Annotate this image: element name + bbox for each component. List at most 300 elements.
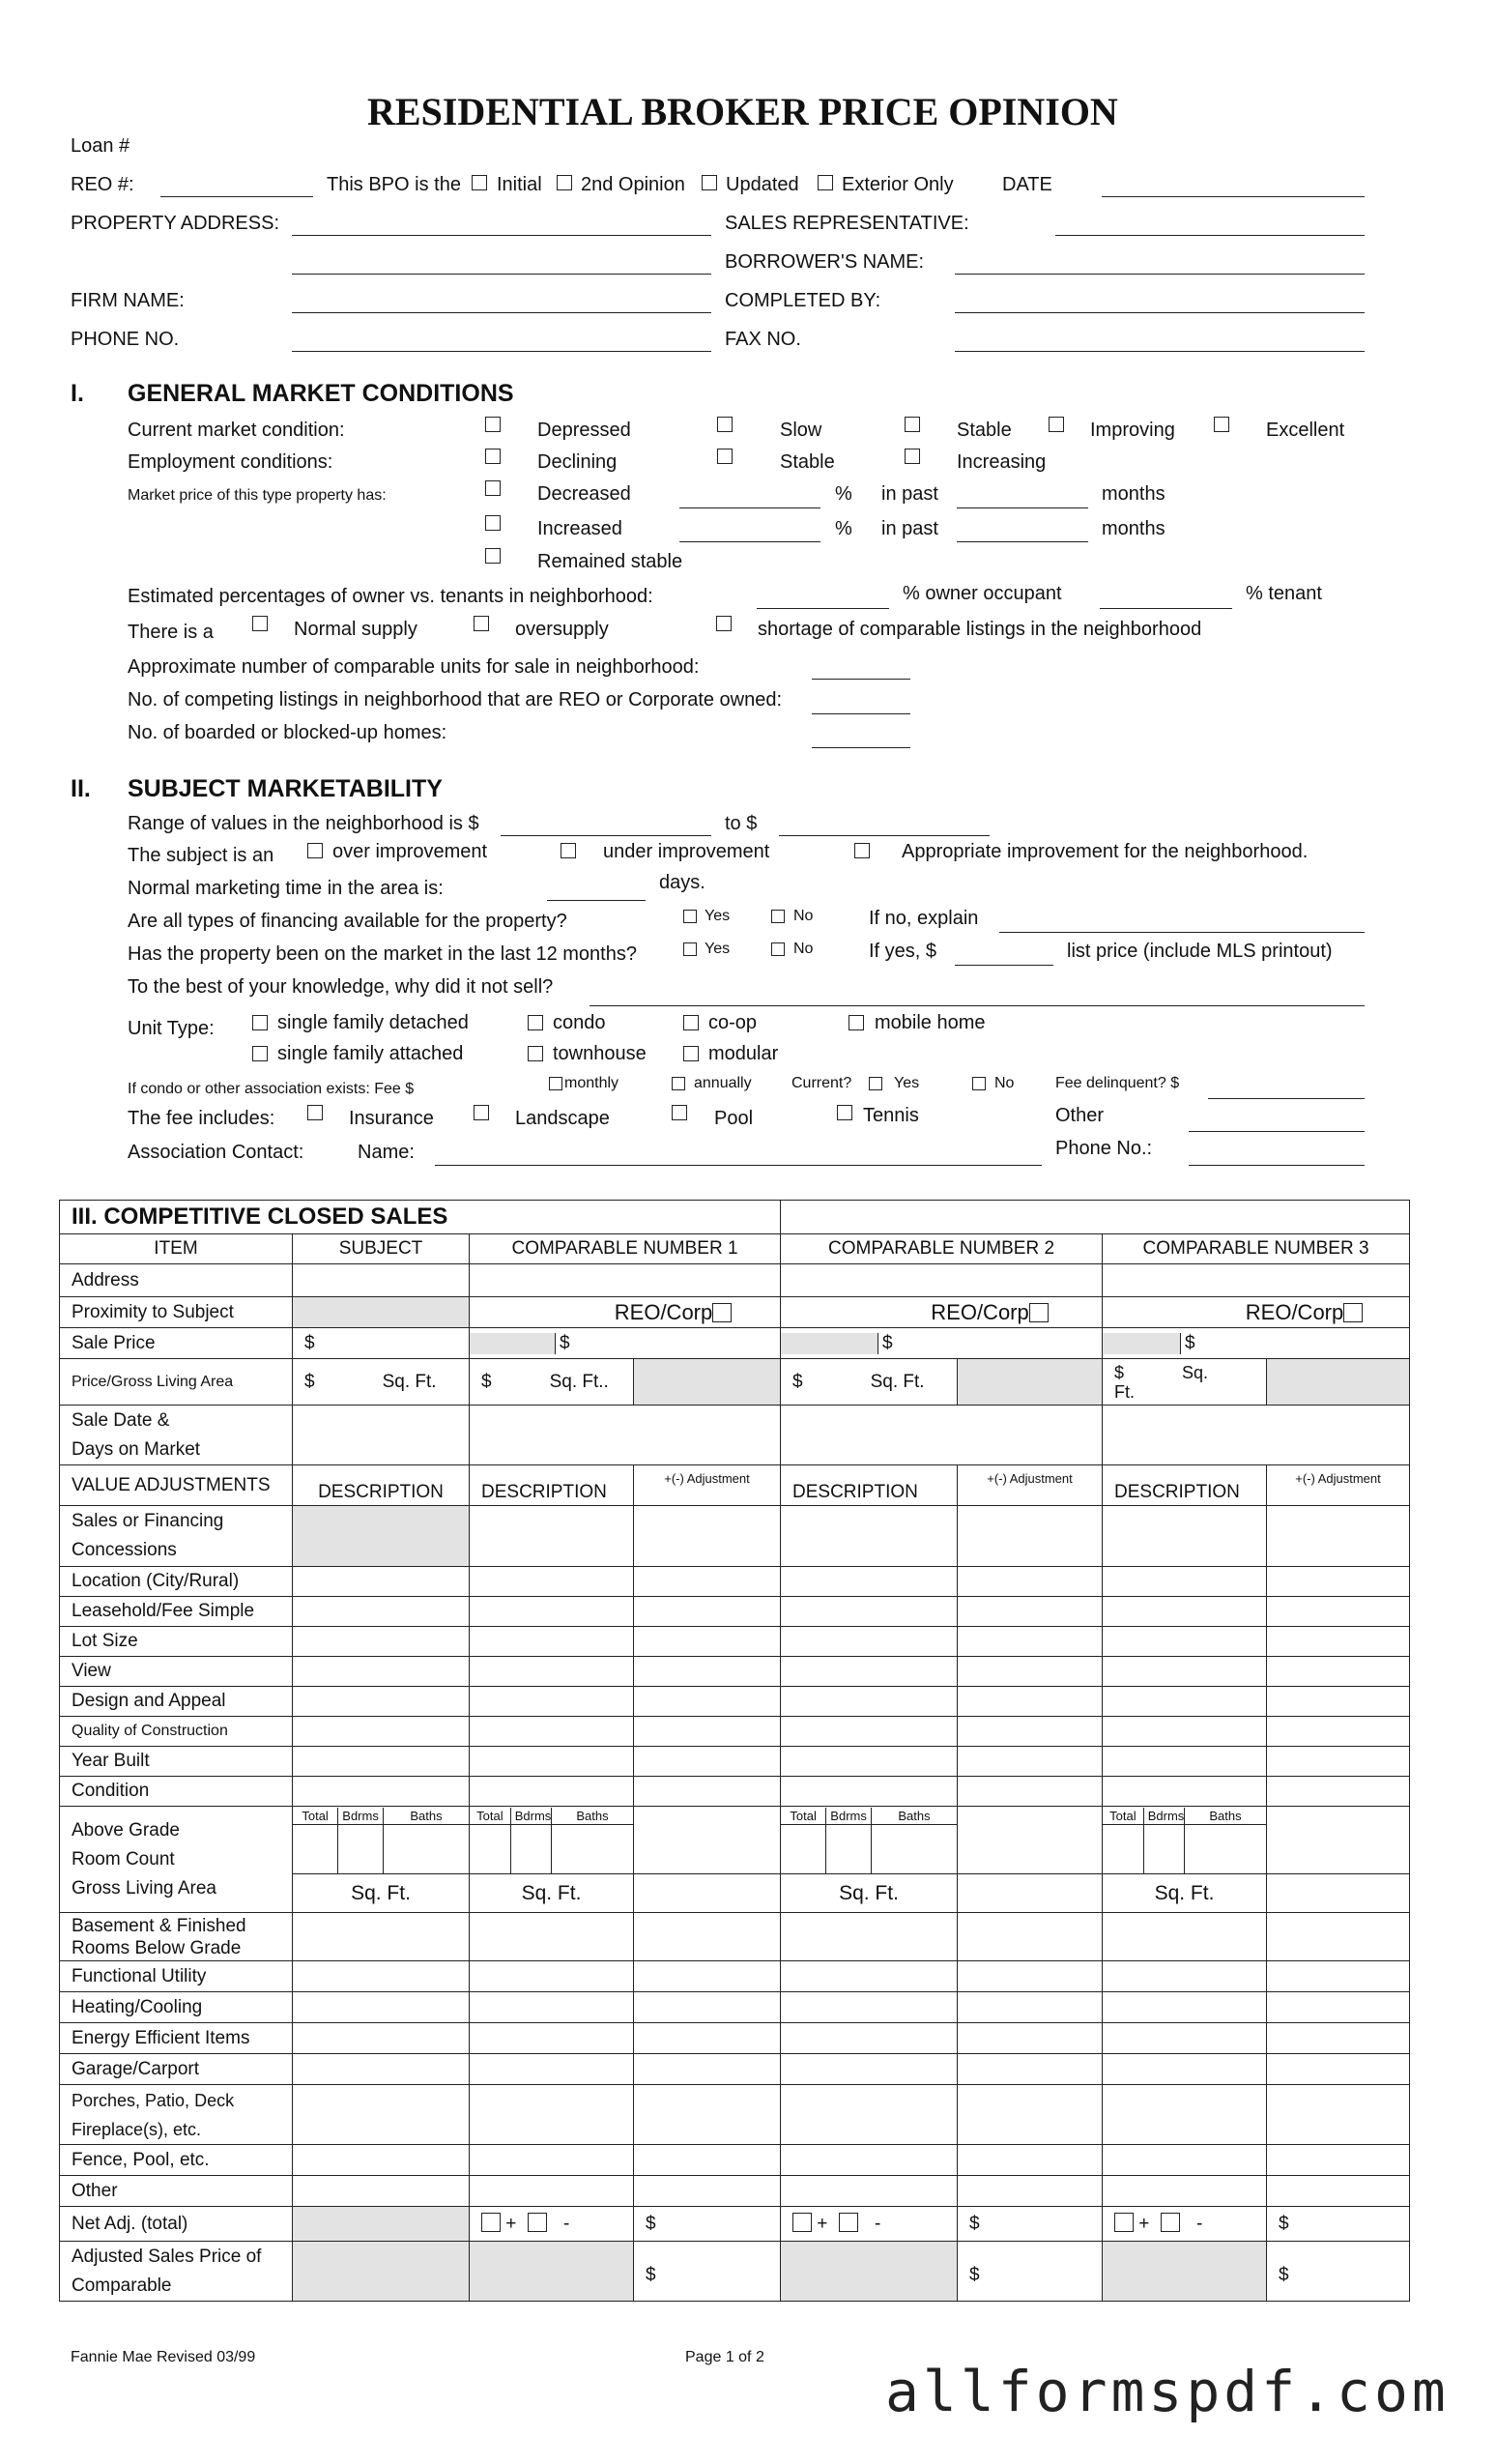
subject-value[interactable] bbox=[293, 1687, 470, 1717]
comp1-room-count-adj[interactable] bbox=[634, 1807, 781, 1874]
if-no-field[interactable] bbox=[999, 932, 1365, 933]
comp1-minus-checkbox[interactable] bbox=[528, 2213, 547, 2232]
comp1-desc[interactable] bbox=[470, 2023, 634, 2054]
adjusted-text: Adjusted Sales Price of bbox=[72, 2246, 262, 2267]
financing-yes-checkbox[interactable] bbox=[683, 910, 697, 923]
comp1-adj[interactable] bbox=[634, 1567, 781, 1597]
comp1-net-adj-sign[interactable] bbox=[470, 2207, 634, 2242]
comp3-desc[interactable] bbox=[1103, 2145, 1267, 2176]
on-market-yes-label: Yes bbox=[705, 941, 731, 957]
comp1-desc[interactable] bbox=[470, 2085, 634, 2145]
comp3-adj[interactable] bbox=[1267, 1657, 1410, 1687]
remained-stable-checkbox[interactable] bbox=[485, 548, 501, 564]
comp2-adj[interactable] bbox=[958, 1597, 1103, 1627]
if-no-label: If no, explain bbox=[869, 908, 979, 929]
row-garage-label: Garage/Carport bbox=[60, 2054, 293, 2085]
condo-checkbox[interactable] bbox=[528, 1015, 543, 1030]
row-heating-label: Heating/Cooling bbox=[60, 1992, 293, 2023]
comp2-desc[interactable] bbox=[781, 1717, 958, 1747]
comp3-desc[interactable] bbox=[1103, 1567, 1267, 1597]
comp3-adj[interactable] bbox=[1267, 1992, 1410, 2023]
comp3-adjusted-price[interactable]: $ bbox=[1267, 2242, 1410, 2302]
comp2-desc[interactable] bbox=[781, 1992, 958, 2023]
comp3-adj[interactable] bbox=[1267, 1627, 1410, 1657]
on-market-no-checkbox[interactable] bbox=[771, 942, 785, 956]
comp1-desc[interactable] bbox=[470, 1992, 634, 2023]
comp2-sale-date[interactable] bbox=[781, 1406, 1103, 1465]
comp3-adj[interactable] bbox=[1267, 1597, 1410, 1627]
subject-sale-date[interactable] bbox=[293, 1406, 470, 1465]
firm-field[interactable] bbox=[292, 312, 711, 313]
coop-label: co-op bbox=[708, 1012, 758, 1033]
fax-field[interactable] bbox=[955, 351, 1365, 352]
comp1-adj[interactable] bbox=[634, 2176, 781, 2207]
comp2-desc[interactable] bbox=[781, 1747, 958, 1777]
mobile-home-checkbox[interactable] bbox=[849, 1015, 864, 1030]
comp2-sale-price[interactable] bbox=[781, 1328, 1103, 1359]
current-yes-label: Yes bbox=[894, 1075, 920, 1091]
comp2-adj[interactable] bbox=[958, 1506, 1103, 1567]
unit-type-label: Unit Type: bbox=[128, 1018, 215, 1039]
range-low-field[interactable] bbox=[501, 835, 711, 836]
comp2-desc[interactable] bbox=[781, 2176, 958, 2207]
comp1-sale-date[interactable] bbox=[470, 1406, 781, 1465]
comp2-gla-adj[interactable] bbox=[958, 1874, 1103, 1913]
other-label: Other bbox=[1055, 1105, 1105, 1126]
exterior-only-checkbox[interactable] bbox=[818, 175, 833, 190]
comp1-desc[interactable] bbox=[470, 1717, 634, 1747]
comp1-adj[interactable] bbox=[634, 1687, 781, 1717]
comp3-adjustment-header: +(-) Adjustment bbox=[1267, 1465, 1410, 1506]
comp1-gla[interactable]: Sq. Ft. bbox=[470, 1874, 634, 1913]
comp2-gla[interactable]: Sq. Ft. bbox=[781, 1874, 958, 1913]
comp2-reo-corp-checkbox[interactable] bbox=[1029, 1303, 1049, 1322]
subject-value[interactable] bbox=[293, 1777, 470, 1807]
financing-yes-label: Yes bbox=[705, 908, 731, 924]
comp2-adj[interactable] bbox=[958, 2085, 1103, 2145]
comp3-sale-date[interactable] bbox=[1103, 1406, 1410, 1465]
range-high-field[interactable] bbox=[779, 835, 990, 836]
approx-field[interactable] bbox=[812, 679, 910, 680]
row-leasehold-label: Leasehold/Fee Simple bbox=[60, 1597, 293, 1627]
comp2-adj[interactable] bbox=[958, 1992, 1103, 2023]
loan-label: Loan # bbox=[71, 135, 130, 157]
normal-time-field[interactable] bbox=[547, 900, 646, 901]
comp2-room-count[interactable] bbox=[781, 1807, 958, 1874]
comp2-desc[interactable] bbox=[781, 1567, 958, 1597]
sfd-checkbox[interactable] bbox=[252, 1015, 268, 1030]
comp2-address[interactable] bbox=[781, 1264, 1103, 1297]
sales-financing-text: Sales or Financing bbox=[72, 1511, 224, 1531]
comp2-desc[interactable] bbox=[781, 2023, 958, 2054]
on-market-label: Has the property been on the market in the last 12 months? bbox=[128, 943, 637, 965]
comp1-desc[interactable] bbox=[470, 2176, 634, 2207]
approx-label: Approximate number of comparable units for sale in neighborhood: bbox=[128, 656, 700, 678]
comp1-adj[interactable] bbox=[634, 2085, 781, 2145]
comp2-net-adj-sign[interactable] bbox=[781, 2207, 958, 2242]
basement-text: Basement & Finished bbox=[72, 1915, 246, 1936]
comp1-adjusted-price[interactable]: $ bbox=[634, 2242, 781, 2302]
comp3-proximity[interactable] bbox=[1103, 1297, 1410, 1328]
initial-checkbox[interactable] bbox=[472, 175, 487, 190]
comp3-sale-price[interactable] bbox=[1103, 1328, 1410, 1359]
comp2-desc[interactable] bbox=[781, 1506, 958, 1567]
comp2-adj[interactable] bbox=[958, 1627, 1103, 1657]
comp2-adj[interactable] bbox=[958, 1913, 1103, 1961]
comp3-desc[interactable] bbox=[1103, 1961, 1267, 1992]
comp3-gla-adj[interactable] bbox=[1267, 1874, 1410, 1913]
increasing-checkbox[interactable] bbox=[905, 449, 920, 464]
assoc-phone-field[interactable] bbox=[1189, 1165, 1365, 1166]
plus-label: + bbox=[505, 2214, 517, 2234]
subject-value[interactable] bbox=[293, 1913, 470, 1961]
shortage-checkbox[interactable] bbox=[716, 616, 732, 631]
comp1-adj[interactable] bbox=[634, 1992, 781, 2023]
comp3-desc[interactable] bbox=[1103, 1506, 1267, 1567]
comp1-net-adj[interactable]: $ bbox=[634, 2207, 781, 2242]
normal-time-label: Normal marketing time in the area is: bbox=[128, 878, 444, 899]
financing-no-checkbox[interactable] bbox=[771, 910, 785, 923]
comp2-adj[interactable] bbox=[958, 2023, 1103, 2054]
comp2-price-gla-adj bbox=[958, 1359, 1103, 1406]
comp2-proximity[interactable] bbox=[781, 1297, 1103, 1328]
gla-text: Gross Living Area bbox=[72, 1877, 216, 1899]
employment-stable-label: Stable bbox=[780, 451, 835, 473]
coop-checkbox[interactable] bbox=[683, 1015, 699, 1030]
comp2-price-gla[interactable] bbox=[781, 1359, 958, 1406]
pool-label: Pool bbox=[714, 1108, 754, 1129]
comp3-adj[interactable] bbox=[1267, 1961, 1410, 1992]
comp1-desc[interactable] bbox=[470, 1747, 634, 1777]
comp1-adj[interactable] bbox=[634, 2023, 781, 2054]
sfa-checkbox[interactable] bbox=[252, 1046, 268, 1061]
comp1-desc[interactable] bbox=[470, 1627, 634, 1657]
comp2-desc[interactable] bbox=[781, 1687, 958, 1717]
comp1-desc[interactable] bbox=[470, 1567, 634, 1597]
comp2-minus-checkbox[interactable] bbox=[839, 2213, 858, 2232]
comp1-gla-adj[interactable] bbox=[634, 1874, 781, 1913]
comp2-desc[interactable] bbox=[781, 1627, 958, 1657]
comp1-adj[interactable] bbox=[634, 1777, 781, 1807]
subject-room-count[interactable] bbox=[293, 1807, 470, 1874]
comp1-desc[interactable] bbox=[470, 1777, 634, 1807]
subject-value[interactable] bbox=[293, 2054, 470, 2085]
comp1-desc[interactable] bbox=[470, 1687, 634, 1717]
exterior-only-label: Exterior Only bbox=[842, 174, 954, 195]
comp3-net-adj[interactable]: $ bbox=[1267, 2207, 1410, 2242]
baths-header: Baths bbox=[871, 1808, 957, 1825]
comp2-adj[interactable] bbox=[958, 1657, 1103, 1687]
comp1-adj[interactable] bbox=[634, 2145, 781, 2176]
comp3-adj[interactable] bbox=[1267, 2085, 1410, 2145]
comp3-adj[interactable] bbox=[1267, 2176, 1410, 2207]
tennis-label: Tennis bbox=[863, 1105, 919, 1126]
comp2-desc[interactable] bbox=[781, 1961, 958, 1992]
comp3-adj[interactable] bbox=[1267, 2023, 1410, 2054]
borrower-field[interactable] bbox=[955, 274, 1365, 275]
excellent-label: Excellent bbox=[1266, 420, 1345, 441]
completed-by-field[interactable] bbox=[955, 312, 1365, 313]
comp3-desc[interactable] bbox=[1103, 1717, 1267, 1747]
slow-checkbox[interactable] bbox=[717, 417, 733, 432]
phone-field[interactable] bbox=[292, 351, 711, 352]
comp2-plus-checkbox[interactable] bbox=[792, 2213, 812, 2232]
competing-field[interactable] bbox=[812, 713, 910, 714]
subject-value[interactable] bbox=[293, 1992, 470, 2023]
comp1-adj[interactable] bbox=[634, 1717, 781, 1747]
depressed-label: Depressed bbox=[537, 420, 631, 441]
comp1-room-count[interactable] bbox=[470, 1807, 634, 1874]
over-improvement-label: over improvement bbox=[332, 841, 488, 862]
comp1-desc[interactable] bbox=[470, 1597, 634, 1627]
on-market-yes-checkbox[interactable] bbox=[683, 942, 697, 956]
comp2-desc[interactable] bbox=[781, 1597, 958, 1627]
comp1-adj[interactable] bbox=[634, 1747, 781, 1777]
subject-value[interactable] bbox=[293, 1627, 470, 1657]
comp3-desc[interactable] bbox=[1103, 1747, 1267, 1777]
comp1-desc[interactable] bbox=[470, 2054, 634, 2085]
current-yes-checkbox[interactable] bbox=[869, 1077, 882, 1090]
subject-value[interactable] bbox=[293, 1961, 470, 1992]
subject-sale-price[interactable]: $ bbox=[293, 1328, 470, 1359]
increasing-label: Increasing bbox=[957, 451, 1047, 473]
comp2-adj[interactable] bbox=[958, 2145, 1103, 2176]
comp3-desc[interactable] bbox=[1103, 2176, 1267, 2207]
comp3-adj[interactable] bbox=[1267, 1687, 1410, 1717]
comp3-adj[interactable] bbox=[1267, 2145, 1410, 2176]
comp2-desc[interactable] bbox=[781, 1657, 958, 1687]
comp1-reo-corp-checkbox[interactable] bbox=[712, 1303, 732, 1322]
comp3-adj[interactable] bbox=[1267, 1506, 1410, 1567]
comp2-desc[interactable] bbox=[781, 2145, 958, 2176]
comp1-adj[interactable] bbox=[634, 2054, 781, 2085]
tennis-checkbox[interactable] bbox=[837, 1105, 852, 1120]
bdrms-header: Bdrms bbox=[1143, 1808, 1184, 1825]
comp2-adjusted-price[interactable]: $ bbox=[958, 2242, 1103, 2302]
current-no-label: No bbox=[994, 1075, 1015, 1091]
comp3-plus-checkbox[interactable] bbox=[1114, 2213, 1134, 2232]
updated-checkbox[interactable] bbox=[702, 175, 717, 190]
current-label: Current? bbox=[791, 1075, 852, 1091]
over-improvement-checkbox[interactable] bbox=[307, 843, 323, 858]
subject-value[interactable] bbox=[293, 1747, 470, 1777]
comp2-adj[interactable] bbox=[958, 1777, 1103, 1807]
tenant-field[interactable] bbox=[1100, 608, 1232, 609]
above-grade-text: Above Grade bbox=[72, 1819, 180, 1841]
improving-checkbox[interactable] bbox=[1049, 417, 1064, 432]
mobile-home-label: mobile home bbox=[875, 1012, 986, 1033]
comp2-adj[interactable] bbox=[958, 2176, 1103, 2207]
subject-value[interactable] bbox=[293, 2176, 470, 2207]
plus-label: + bbox=[817, 2214, 828, 2234]
comp1-address[interactable] bbox=[470, 1264, 781, 1297]
col-item: ITEM bbox=[60, 1234, 293, 1264]
comp1-adj[interactable] bbox=[634, 1657, 781, 1687]
comp3-reo-corp-checkbox[interactable] bbox=[1343, 1303, 1363, 1322]
comp1-adj[interactable] bbox=[634, 1506, 781, 1567]
comp2-desc[interactable] bbox=[781, 2085, 958, 2145]
sfa-label: single family attached bbox=[277, 1043, 464, 1064]
increased-months-field[interactable] bbox=[957, 541, 1088, 542]
boarded-field[interactable] bbox=[812, 747, 910, 748]
best-knowledge-field[interactable] bbox=[590, 1005, 1365, 1006]
comp3-desc[interactable] bbox=[1103, 1657, 1267, 1687]
slow-label: Slow bbox=[780, 420, 822, 441]
annually-checkbox[interactable] bbox=[672, 1077, 685, 1090]
comp3-adj[interactable] bbox=[1267, 1913, 1410, 1961]
subject-price-gla[interactable] bbox=[293, 1359, 470, 1406]
assoc-name-field[interactable] bbox=[435, 1165, 1042, 1166]
comp3-adj[interactable] bbox=[1267, 2054, 1410, 2085]
subject-value[interactable] bbox=[293, 1567, 470, 1597]
concessions-text: Concessions bbox=[72, 1540, 177, 1560]
fax-label: FAX NO. bbox=[725, 329, 801, 350]
comp1-desc[interactable] bbox=[470, 1657, 634, 1687]
comp3-address[interactable] bbox=[1103, 1264, 1410, 1297]
comp3-gla[interactable]: Sq. Ft. bbox=[1103, 1874, 1267, 1913]
subject-address[interactable] bbox=[293, 1264, 470, 1297]
comp2-desc[interactable] bbox=[781, 1777, 958, 1807]
declining-checkbox[interactable] bbox=[485, 449, 501, 464]
improving-label: Improving bbox=[1090, 420, 1175, 441]
comp1-proximity[interactable] bbox=[470, 1297, 781, 1328]
pool-checkbox[interactable] bbox=[672, 1105, 687, 1120]
townhouse-label: townhouse bbox=[553, 1043, 647, 1064]
total-header: Total bbox=[1109, 1808, 1136, 1823]
second-opinion-checkbox[interactable] bbox=[557, 175, 572, 190]
comp2-adj[interactable] bbox=[958, 1747, 1103, 1777]
oversupply-label: oversupply bbox=[515, 619, 609, 640]
under-improvement-checkbox[interactable] bbox=[561, 843, 576, 858]
row-year-built-label: Year Built bbox=[60, 1747, 293, 1777]
comp1-adj[interactable] bbox=[634, 1961, 781, 1992]
increased-checkbox[interactable] bbox=[485, 515, 501, 531]
landscape-checkbox[interactable] bbox=[474, 1105, 489, 1120]
comp2-adj[interactable] bbox=[958, 1717, 1103, 1747]
row-quality-label: Quality of Construction bbox=[60, 1717, 293, 1747]
subject-sales-financing bbox=[293, 1506, 470, 1567]
comp2-adj[interactable] bbox=[958, 1567, 1103, 1597]
comp3-room-count[interactable] bbox=[1103, 1807, 1267, 1874]
comp1-desc[interactable] bbox=[470, 1961, 634, 1992]
sqft-label: Sq. Ft. bbox=[870, 1371, 925, 1392]
comp2-adj[interactable] bbox=[958, 2054, 1103, 2085]
row-adjusted-label bbox=[60, 2242, 293, 2302]
employment-stable-checkbox[interactable] bbox=[717, 449, 733, 464]
comp1-desc[interactable] bbox=[470, 1506, 634, 1567]
comp1-adj[interactable] bbox=[634, 1597, 781, 1627]
comp3-desc[interactable] bbox=[1103, 1597, 1267, 1627]
insurance-checkbox[interactable] bbox=[307, 1105, 323, 1120]
comp3-desc[interactable] bbox=[1103, 1913, 1267, 1961]
subject-value[interactable] bbox=[293, 1657, 470, 1687]
comp3-adj[interactable] bbox=[1267, 1567, 1410, 1597]
townhouse-checkbox[interactable] bbox=[528, 1046, 543, 1061]
minus-label: - bbox=[874, 2214, 881, 2234]
stable-checkbox[interactable] bbox=[905, 417, 920, 432]
comp3-net-adj-sign[interactable] bbox=[1103, 2207, 1267, 2242]
date-field[interactable] bbox=[1102, 196, 1365, 197]
comp1-desc[interactable] bbox=[470, 2145, 634, 2176]
comp3-desc[interactable] bbox=[1103, 1687, 1267, 1717]
comp3-price-gla-adj bbox=[1267, 1359, 1410, 1406]
decreased-checkbox[interactable] bbox=[485, 480, 501, 496]
appropriate-checkbox[interactable] bbox=[854, 843, 870, 858]
comp3-desc[interactable] bbox=[1103, 2054, 1267, 2085]
subject-value[interactable] bbox=[293, 1717, 470, 1747]
dollar-sign: $ bbox=[878, 1333, 1103, 1354]
normal-supply-checkbox[interactable] bbox=[252, 616, 268, 631]
increased-label: Increased bbox=[537, 518, 622, 539]
comp2-desc[interactable] bbox=[781, 1913, 958, 1961]
sales-rep-field[interactable] bbox=[1055, 235, 1365, 236]
property-address-field-2[interactable] bbox=[292, 274, 711, 275]
comp1-plus-checkbox[interactable] bbox=[481, 2213, 501, 2232]
days-label: days. bbox=[659, 872, 705, 893]
subject-value[interactable] bbox=[293, 2085, 470, 2145]
comp2-room-count-adj[interactable] bbox=[958, 1807, 1103, 1874]
depressed-checkbox[interactable] bbox=[485, 417, 501, 432]
days-on-market-text: Days on Market bbox=[72, 1438, 201, 1460]
footer-revised: Fannie Mae Revised 03/99 bbox=[71, 2349, 256, 2365]
owner-occupant-field[interactable] bbox=[757, 608, 889, 609]
comp3-adj[interactable] bbox=[1267, 1717, 1410, 1747]
subject-value[interactable] bbox=[293, 2023, 470, 2054]
fee-delinquent-field[interactable] bbox=[1208, 1098, 1365, 1099]
comp1-adj[interactable] bbox=[634, 1627, 781, 1657]
increased-pct-field[interactable] bbox=[679, 541, 820, 542]
other-field[interactable] bbox=[1189, 1131, 1365, 1132]
comp3-desc[interactable] bbox=[1103, 2085, 1267, 2145]
firm-label: FIRM NAME: bbox=[71, 290, 185, 311]
comp2-net-adj[interactable]: $ bbox=[958, 2207, 1103, 2242]
subject-value[interactable] bbox=[293, 2145, 470, 2176]
property-address-field[interactable] bbox=[292, 235, 711, 236]
increased-pct-label: % bbox=[835, 518, 852, 539]
comp3-desc[interactable] bbox=[1103, 1777, 1267, 1807]
excellent-checkbox[interactable] bbox=[1214, 417, 1229, 432]
list-price-field[interactable] bbox=[955, 965, 1053, 966]
comp1-sale-price[interactable] bbox=[470, 1328, 781, 1359]
dollar-sign: $ bbox=[481, 1371, 492, 1392]
comp3-desc[interactable] bbox=[1103, 1627, 1267, 1657]
comp3-room-count-adj[interactable] bbox=[1267, 1807, 1410, 1874]
monthly-checkbox[interactable] bbox=[549, 1077, 562, 1090]
decreased-pct-field[interactable] bbox=[679, 507, 820, 508]
comp1-adj[interactable] bbox=[634, 1913, 781, 1961]
comp3-adj[interactable] bbox=[1267, 1777, 1410, 1807]
subject-value[interactable] bbox=[293, 1597, 470, 1627]
decreased-months-field[interactable] bbox=[957, 507, 1088, 508]
comp3-price-gla[interactable] bbox=[1103, 1359, 1267, 1406]
comp1-price-gla[interactable] bbox=[470, 1359, 634, 1406]
reo-field[interactable] bbox=[160, 196, 313, 197]
current-no-checkbox[interactable] bbox=[972, 1077, 986, 1090]
comp1-desc[interactable] bbox=[470, 1913, 634, 1961]
modular-checkbox[interactable] bbox=[683, 1046, 699, 1061]
comp2-adj[interactable] bbox=[958, 1687, 1103, 1717]
comp2-desc[interactable] bbox=[781, 2054, 958, 2085]
comp3-minus-checkbox[interactable] bbox=[1161, 2213, 1180, 2232]
comp3-desc[interactable] bbox=[1103, 2023, 1267, 2054]
insurance-label: Insurance bbox=[349, 1108, 434, 1129]
comp2-adj[interactable] bbox=[958, 1961, 1103, 1992]
comp3-desc[interactable] bbox=[1103, 1992, 1267, 2023]
condo-label: condo bbox=[553, 1012, 606, 1033]
comp3-adj[interactable] bbox=[1267, 1747, 1410, 1777]
subject-gla[interactable]: Sq. Ft. bbox=[293, 1874, 470, 1913]
oversupply-checkbox[interactable] bbox=[474, 616, 489, 631]
